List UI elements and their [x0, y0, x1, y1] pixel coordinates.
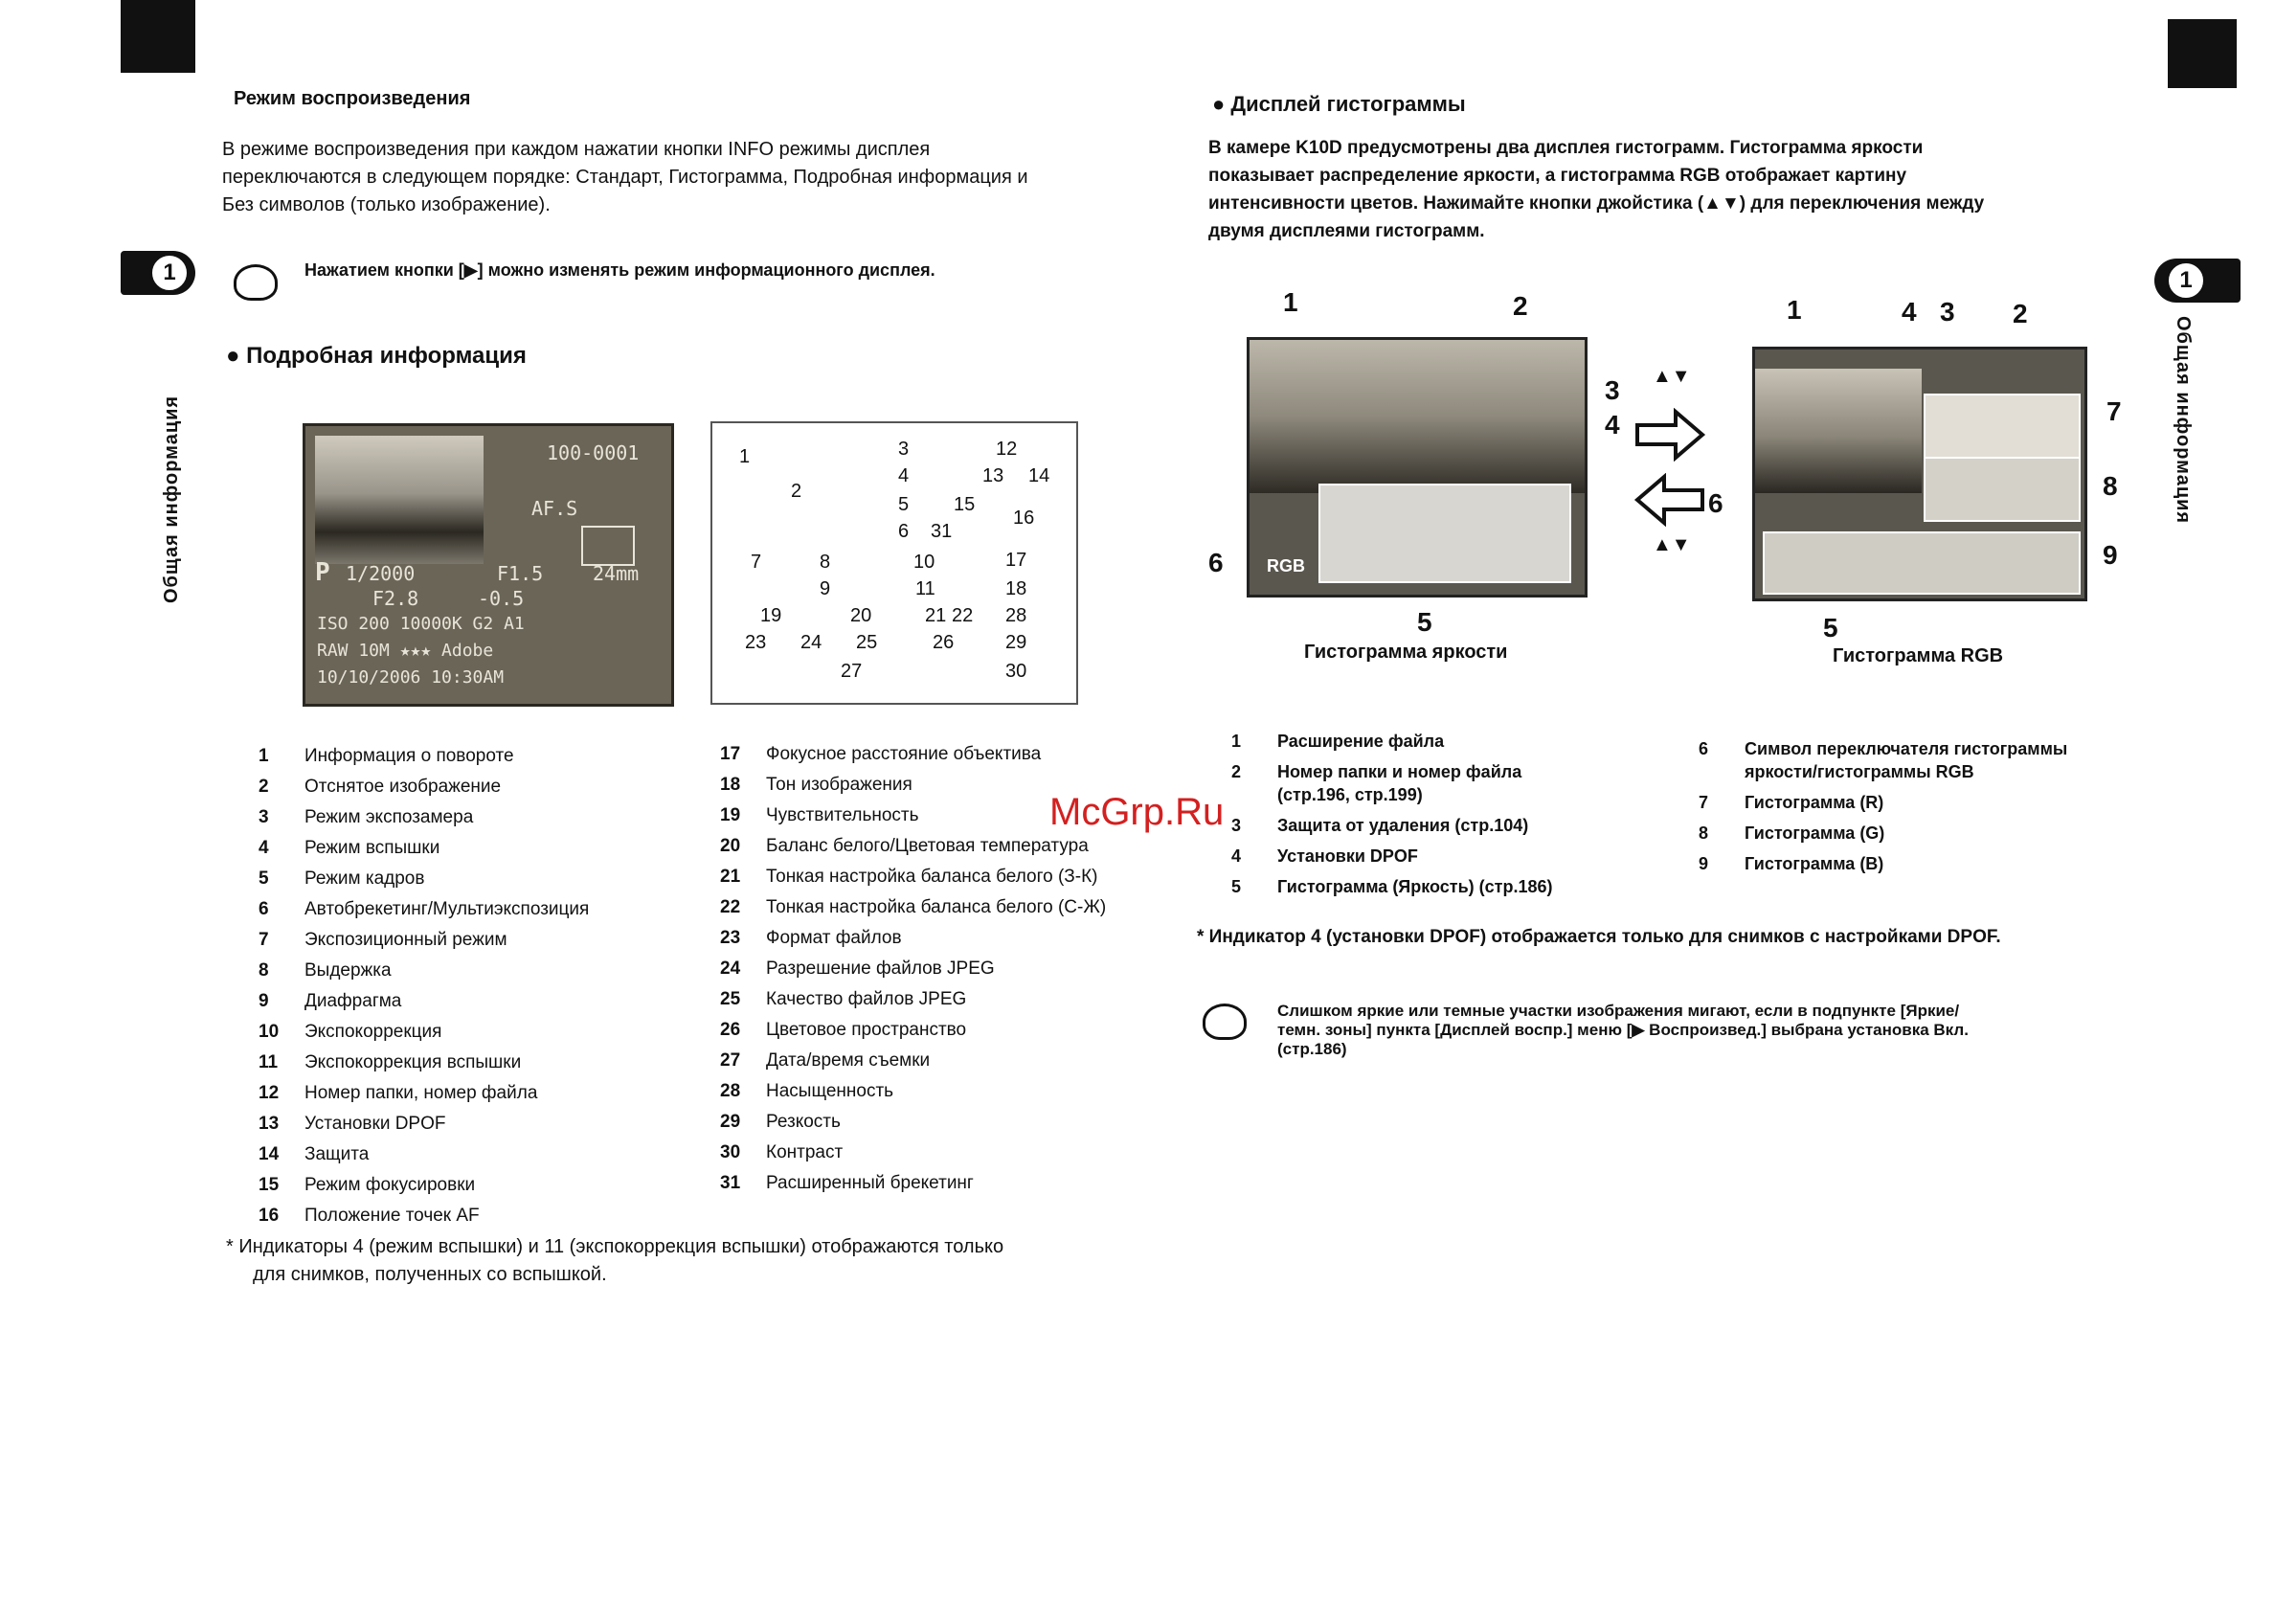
legend-text: Формат файлов — [766, 928, 902, 948]
left-memo: Нажатием кнопки [▶] можно изменять режим информационного дисплея. — [304, 260, 935, 280]
legend-text: Защита от удаления (стр.104) — [1277, 816, 1529, 835]
legend-right-b — [1699, 733, 2139, 879]
legend-num: 11 — [259, 1052, 279, 1072]
corner-tab-left — [121, 0, 195, 73]
legend-num: 1 — [1231, 732, 1242, 751]
footnote-line-1: * Индикаторы 4 (режим вспышки) и 11 (экспокоррекция вспышки) отображаются только — [226, 1236, 1004, 1257]
legend-num: 20 — [720, 836, 741, 856]
side-label-left: Общая информация — [161, 395, 182, 603]
screen-photo — [1250, 340, 1585, 493]
legend-row — [1231, 726, 1691, 756]
legend-text: Расширение файла — [1277, 732, 1445, 751]
legend-text: Защита — [304, 1144, 370, 1164]
callout-9: 9 — [2103, 540, 2118, 570]
legend-row — [259, 741, 709, 772]
legend-row — [720, 923, 1170, 954]
right-intro — [1208, 134, 2147, 245]
legend-row — [720, 954, 1170, 984]
legend-text: Положение точек AF — [304, 1206, 480, 1226]
callout-2: 2 — [2013, 299, 2028, 328]
callout-6: 6 — [1708, 488, 1723, 518]
rgb-switch-tag: RGB — [1267, 556, 1305, 575]
grid-num: 13 — [982, 465, 1004, 486]
chapter-number: 1 — [149, 253, 190, 293]
callout-3: 3 — [1940, 297, 1955, 327]
legend-text: Фокусное расстояние объектива — [766, 744, 1042, 764]
section-title-text: Подробная информация — [246, 343, 527, 369]
callout-6: 6 — [1208, 548, 1224, 577]
legend-row — [259, 925, 709, 956]
legend-text: Цветовое пространство — [766, 1020, 967, 1040]
caption-brightness: Гистограмма яркости — [1304, 642, 1508, 663]
lcd-folder-file: 100-0001 — [547, 441, 640, 464]
legend-num: 15 — [259, 1175, 280, 1195]
chapter-tab-left — [121, 251, 195, 295]
caption-rgb: Гистограмма RGB — [1833, 645, 2004, 666]
arrows-up-down-bottom: ▲▼ — [1653, 534, 1691, 555]
legend-num — [1231, 779, 1277, 810]
legend-row — [720, 1168, 1170, 1199]
grid-num: 6 — [898, 521, 910, 542]
legend-row — [259, 1139, 709, 1170]
legend-row — [720, 1107, 1170, 1138]
legend-right-a — [1231, 726, 1691, 902]
grid-num: 5 — [898, 494, 910, 515]
left-intro — [222, 136, 1160, 219]
legend-num: 24 — [720, 959, 741, 979]
intro-line-4: двумя дисплеями гистограмм. — [1208, 221, 1485, 241]
legend-text: Отснятое изображение — [304, 777, 502, 797]
lcd-af-mode: AF.S — [531, 497, 578, 520]
legend-num: 8 — [259, 960, 269, 981]
legend-text: Символ переключателя гистограммы — [1745, 739, 2068, 758]
legend-num: 30 — [720, 1142, 741, 1162]
right-section-title — [1212, 92, 1466, 117]
legend-text: Чувствительность — [766, 805, 919, 825]
lcd-raw-line: RAW 10M ★★★ Adobe — [317, 641, 494, 661]
legend-row — [259, 772, 709, 802]
thumbnail-image — [315, 436, 484, 564]
legend-row — [259, 1109, 709, 1139]
legend-num: 16 — [259, 1206, 280, 1226]
grid-num: 16 — [1013, 508, 1035, 529]
legend-num: 28 — [720, 1081, 741, 1101]
left-footnote — [226, 1233, 1164, 1289]
legend-row — [720, 1015, 1170, 1046]
legend-row — [720, 1076, 1170, 1107]
bullet-dot: ● — [1212, 92, 1231, 116]
grid-num: 17 — [1005, 550, 1027, 571]
legend-num: 12 — [259, 1083, 280, 1103]
legend-row — [259, 1078, 709, 1109]
legend-num: 14 — [259, 1144, 280, 1164]
legend-num: 6 — [259, 899, 269, 919]
legend-row — [259, 894, 709, 925]
intro-line-3: интенсивности цветов. Нажимайте кнопки джойстика (▲▼) для переключения между — [1208, 193, 1985, 214]
legend-num: 3 — [259, 807, 269, 827]
legend-text: Баланс белого/Цветовая температура — [766, 836, 1089, 856]
memo-icon — [1203, 1004, 1247, 1040]
legend-text: Установки DPOF — [304, 1114, 446, 1134]
legend-text: Насыщенность — [766, 1081, 894, 1101]
callout-5: 5 — [1417, 607, 1432, 637]
watermark: McGrp.Ru — [1049, 791, 1225, 833]
legend-row — [720, 1138, 1170, 1168]
legend-num: 5 — [259, 868, 269, 889]
legend-num: 23 — [720, 928, 741, 948]
lcd-comp: -0.5 — [478, 587, 525, 610]
callout-1: 1 — [1283, 287, 1298, 317]
legend-text: Гистограмма (R) — [1745, 793, 1884, 812]
legend-row — [1699, 818, 2139, 848]
grid-num: 20 — [850, 605, 872, 626]
legend-text: Информация о повороте — [304, 746, 514, 766]
chapter-number-right: 1 — [2166, 260, 2206, 301]
grid-num: 21 — [925, 605, 947, 626]
right-memo — [1277, 1002, 2139, 1059]
grid-num: 9 — [820, 578, 831, 599]
grid-num: 23 — [745, 632, 767, 653]
intro-line-1: В режиме воспроизведения при каждом нажатии кнопки INFO режимы дисплея — [222, 139, 931, 160]
legend-text: Экспозиционный режим — [304, 930, 507, 950]
legend-row — [1699, 787, 2139, 818]
lcd-mode: P — [315, 558, 330, 587]
intro-line-2: переключаются в следующем порядке: Стандарт, Гистограмма, Подробная информация и — [222, 167, 1028, 188]
grid-num: 27 — [841, 661, 863, 682]
lcd-shutter: 1/2000 — [346, 562, 416, 585]
legend-text: Диафрагма — [304, 991, 402, 1011]
lcd-aperture: F2.8 — [372, 587, 419, 610]
legend-text: Разрешение файлов JPEG — [766, 959, 995, 979]
callout-5: 5 — [1823, 613, 1838, 643]
layout-diagram — [710, 421, 1078, 705]
grid-num: 19 — [760, 605, 782, 626]
legend-row — [720, 739, 1170, 770]
legend-row — [259, 833, 709, 864]
left-section-title — [226, 343, 527, 370]
legend-row — [1231, 841, 1691, 871]
intro-line-1: В камере K10D предусмотрены два дисплея гистограмм. Гистограмма яркости — [1208, 138, 1924, 158]
legend-row — [1699, 756, 2139, 787]
left-heading: Режим воспроизведения — [234, 88, 471, 109]
histogram-r — [1924, 394, 2081, 459]
legend-text: Контраст — [766, 1142, 844, 1162]
histogram-g — [1924, 457, 2081, 522]
grid-num: 4 — [898, 465, 910, 486]
arrow-right-icon — [1633, 408, 1706, 462]
legend-num: 19 — [720, 805, 741, 825]
memo-line-2: темн. зоны] пункта [Дисплей воспр.] меню [▶ Воспроизвед.] выбрана установка Вкл. — [1277, 1021, 1969, 1039]
legend-num: 8 — [1699, 823, 1709, 843]
legend-row — [720, 862, 1170, 892]
legend-num: 21 — [720, 867, 741, 887]
legend-num: 29 — [720, 1112, 741, 1132]
legend-num: 2 — [259, 777, 269, 797]
legend-text: Расширенный брекетинг — [766, 1173, 974, 1193]
grid-num: 18 — [1005, 578, 1027, 599]
grid-num: 22 — [952, 605, 974, 626]
legend-row — [259, 864, 709, 894]
section-title-text: Дисплей гистограммы — [1230, 92, 1466, 116]
legend-num: 6 — [1699, 739, 1709, 758]
legend-text: Дата/время съемки — [766, 1050, 931, 1071]
legend-text: Режим кадров — [304, 868, 425, 889]
af-point-box — [581, 526, 635, 566]
legend-num: 27 — [720, 1050, 741, 1071]
legend-text: Резкость — [766, 1112, 841, 1132]
legend-text: Режим фокусировки — [304, 1175, 476, 1195]
arrows-up-down-top: ▲▼ — [1653, 366, 1691, 387]
grid-num: 29 — [1005, 632, 1027, 653]
legend-text: Экспокоррекция — [304, 1022, 442, 1042]
legend-num: 17 — [720, 744, 741, 764]
grid-num: 15 — [954, 494, 976, 515]
callout-8: 8 — [2103, 471, 2118, 501]
footnote-line-2: для снимков, полученных со вспышкой. — [253, 1264, 607, 1285]
legend-row — [259, 1170, 709, 1201]
legend-num: 7 — [1699, 793, 1709, 812]
legend-num: 10 — [259, 1022, 280, 1042]
grid-num: 7 — [751, 552, 762, 573]
legend-num: 2 — [1231, 762, 1242, 781]
legend-num: 22 — [720, 897, 741, 917]
grid-num: 8 — [820, 552, 831, 573]
brightness-histogram-screen — [1247, 337, 1588, 598]
legend-row — [1231, 810, 1691, 841]
grid-num: 30 — [1005, 661, 1027, 682]
lcd-iso-line: ISO 200 10000K G2 A1 — [317, 614, 525, 634]
corner-tab-right — [2168, 19, 2237, 88]
memo-line-3: (стр.186) — [1277, 1040, 1347, 1058]
legend-num: 1 — [259, 746, 269, 766]
legend-row — [259, 1201, 709, 1231]
legend-row — [259, 986, 709, 1017]
legend-num — [1699, 756, 1745, 787]
legend-text: Гистограмма (Яркость) (стр.186) — [1277, 877, 1553, 896]
grid-num: 25 — [856, 632, 878, 653]
legend-row — [720, 984, 1170, 1015]
legend-num: 9 — [259, 991, 269, 1011]
bullet-dot: ● — [226, 343, 247, 369]
grid-num: 1 — [739, 446, 751, 467]
legend-row — [1231, 871, 1691, 902]
legend-text: яркости/гистограммы RGB — [1745, 762, 1974, 781]
callout-1: 1 — [1787, 295, 1802, 325]
legend-text: Тонкая настройка баланса белого (С-Ж) — [766, 897, 1107, 917]
legend-row — [259, 802, 709, 833]
legend-row — [1699, 848, 2139, 879]
legend-num: 18 — [720, 775, 741, 795]
lcd-fstop: F1.5 — [497, 562, 544, 585]
histogram-b — [1763, 531, 2081, 595]
legend-text: Тонкая настройка баланса белого (З-К) — [766, 867, 1098, 887]
legend-text: Выдержка — [304, 960, 392, 981]
callout-2: 2 — [1513, 291, 1528, 321]
legend-num: 3 — [1231, 816, 1242, 835]
legend-text: Номер папки, номер файла — [304, 1083, 538, 1103]
grid-num: 14 — [1028, 465, 1050, 486]
right-footnote: * Индикатор 4 (установки DPOF) отображается только для снимков с настройками DPOF. — [1197, 927, 2001, 947]
rgb-histogram-screen — [1752, 347, 2087, 601]
callout-4: 4 — [1902, 297, 1917, 327]
brightness-histogram — [1318, 484, 1571, 583]
legend-num: 4 — [259, 838, 269, 858]
legend-text: Режим вспышки — [304, 838, 440, 858]
memo-line-1: Слишком яркие или темные участки изображения мигают, если в подпункте [Яркие/ — [1277, 1002, 1960, 1020]
legend-num: 4 — [1231, 846, 1242, 866]
screen-photo — [1755, 369, 1922, 493]
legend-num: 31 — [720, 1173, 741, 1193]
detailed-info-screen — [303, 423, 674, 707]
legend-text: (стр.196, стр.199) — [1277, 785, 1423, 804]
legend-left-a — [259, 741, 709, 1231]
legend-text: Качество файлов JPEG — [766, 989, 967, 1009]
legend-num: 5 — [1231, 877, 1242, 896]
legend-text: Установки DPOF — [1277, 846, 1418, 866]
grid-num: 26 — [933, 632, 955, 653]
grid-num: 3 — [898, 439, 910, 460]
side-label-right: Общая информация — [2173, 316, 2194, 525]
legend-num: 25 — [720, 989, 741, 1009]
legend-row — [259, 1017, 709, 1048]
grid-num: 2 — [791, 481, 802, 502]
legend-text: Гистограмма (B) — [1745, 854, 1884, 873]
chapter-tab-right — [2154, 259, 2241, 303]
legend-text: Автобрекетинг/Мультиэкспозиция — [304, 899, 590, 919]
grid-num: 11 — [915, 578, 935, 599]
memo-icon — [234, 264, 278, 301]
legend-text: Гистограмма (G) — [1745, 823, 1885, 843]
legend-row — [259, 1048, 709, 1078]
grid-num: 10 — [913, 552, 935, 573]
legend-text: Тон изображения — [766, 775, 912, 795]
legend-num: 26 — [720, 1020, 741, 1040]
grid-num: 28 — [1005, 605, 1027, 626]
legend-row — [720, 1046, 1170, 1076]
grid-num: 12 — [996, 439, 1018, 460]
intro-line-2: показывает распределение яркости, а гистограмма RGB отображает картину — [1208, 166, 1907, 186]
lcd-date-line: 10/10/2006 10:30AM — [317, 667, 505, 688]
legend-num: 7 — [259, 930, 269, 950]
legend-num: 9 — [1699, 854, 1709, 873]
intro-line-3: Без символов (только изображение). — [222, 194, 551, 215]
legend-row — [720, 831, 1170, 862]
legend-num: 13 — [259, 1114, 280, 1134]
legend-row — [259, 956, 709, 986]
callout-4: 4 — [1605, 410, 1620, 440]
lcd-focal: 24mm — [593, 562, 640, 585]
arrow-left-icon — [1633, 473, 1706, 527]
legend-text: Экспокоррекция вспышки — [304, 1052, 522, 1072]
grid-num: 31 — [931, 521, 953, 542]
grid-num: 24 — [800, 632, 822, 653]
callout-3: 3 — [1605, 375, 1620, 405]
legend-text: Номер папки и номер файла — [1277, 762, 1522, 781]
callout-7: 7 — [2106, 396, 2122, 426]
legend-row — [720, 892, 1170, 923]
legend-text: Режим экспозамера — [304, 807, 474, 827]
